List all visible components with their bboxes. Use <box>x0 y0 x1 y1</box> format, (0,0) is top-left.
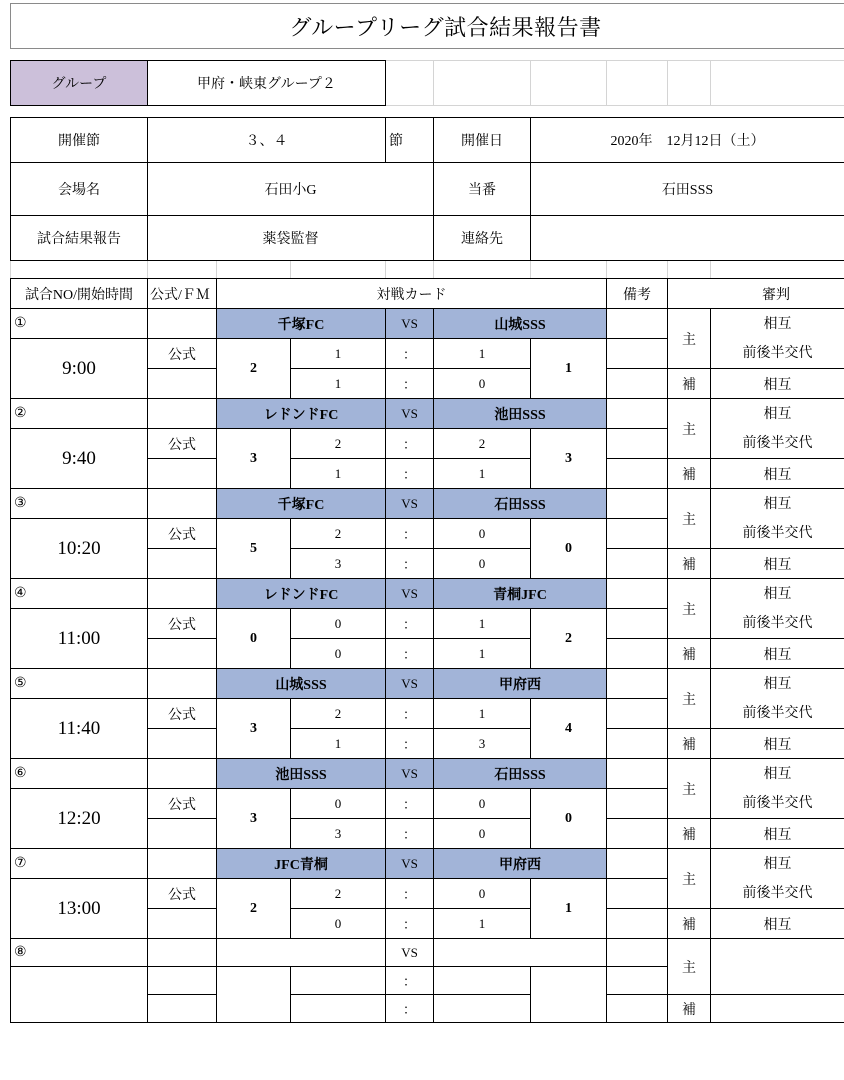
match-type-empty-cell <box>147 638 217 669</box>
group-label: グループ <box>10 60 148 106</box>
match-number: ① <box>10 308 148 339</box>
main-referee-note: 前後半交代 <box>742 885 813 901</box>
assistant-referee: 相互 <box>710 548 844 579</box>
score-separator: ： <box>385 994 434 1023</box>
home-second-half-score: 1 <box>290 368 386 399</box>
venue-value: 石田小G <box>147 162 434 216</box>
main-referee-label: 主 <box>667 848 711 909</box>
contact-label: 連絡先 <box>433 215 531 261</box>
remarks-cell <box>606 938 668 967</box>
match-type: 公式 <box>147 878 217 909</box>
score-separator: ： <box>385 548 434 579</box>
home-second-half-score: 3 <box>290 818 386 849</box>
home-team: レドンドFC <box>216 398 386 429</box>
match-start-time: 9:40 <box>10 428 148 489</box>
empty-gridline-cell <box>667 260 711 279</box>
header-remarks: 備考 <box>606 278 668 309</box>
away-first-half-score: 1 <box>433 698 531 729</box>
home-team <box>216 938 386 967</box>
score-separator: ： <box>385 878 434 909</box>
match-type-empty-cell <box>147 548 217 579</box>
match-number: ⑥ <box>10 758 148 789</box>
away-first-half-score: 2 <box>433 428 531 459</box>
score-separator: ： <box>385 608 434 639</box>
vs-label: VS <box>385 488 434 519</box>
home-team: 千塚FC <box>216 308 386 339</box>
main-referee-label: 主 <box>667 398 711 459</box>
main-referee-label: 主 <box>667 758 711 819</box>
assistant-referee: 相互 <box>710 368 844 399</box>
match-number: ② <box>10 398 148 429</box>
home-second-half-score: 1 <box>290 458 386 489</box>
main-referee-value: 相互 <box>763 676 792 692</box>
report-label: 試合結果報告 <box>10 215 148 261</box>
match-start-time: 10:20 <box>10 518 148 579</box>
home-second-half-score: 3 <box>290 548 386 579</box>
match-type-empty-cell <box>147 398 217 429</box>
empty-gridline-cell <box>385 60 434 106</box>
assistant-referee-label: 補 <box>667 728 711 759</box>
remarks-cell <box>606 728 668 759</box>
away-team: 山城SSS <box>433 308 607 339</box>
match-type-empty-cell <box>147 578 217 609</box>
away-second-half-score: 0 <box>433 818 531 849</box>
assistant-referee: 相互 <box>710 908 844 939</box>
date-value: 2020年 12月12日（土） <box>530 117 844 163</box>
home-team: 池田SSS <box>216 758 386 789</box>
empty-gridline-cell <box>216 260 291 279</box>
match-number: ③ <box>10 488 148 519</box>
match-start-time: 12:20 <box>10 788 148 849</box>
header-match-type: 公式/ＦＭ <box>147 278 217 309</box>
match-type-empty-cell <box>147 668 217 699</box>
match-type-empty-cell <box>147 728 217 759</box>
match-type-empty-cell <box>147 994 217 1023</box>
remarks-cell <box>606 758 668 789</box>
away-first-half-score: 1 <box>433 338 531 369</box>
away-first-half-score: 0 <box>433 878 531 909</box>
away-total-score <box>530 966 607 1023</box>
match-type-empty-cell <box>147 818 217 849</box>
assistant-referee-label: 補 <box>667 638 711 669</box>
away-total-score: 1 <box>530 878 607 939</box>
main-referee-label: 主 <box>667 488 711 549</box>
main-referee <box>710 488 844 549</box>
home-second-half-score <box>290 994 386 1023</box>
empty-gridline-cell <box>667 60 711 106</box>
match-type-empty-cell <box>147 458 217 489</box>
score-separator: ： <box>385 428 434 459</box>
header-referee: 審判 <box>667 278 844 309</box>
match-type: 公式 <box>147 428 217 459</box>
remarks-cell <box>606 338 668 369</box>
score-separator: ： <box>385 518 434 549</box>
match-type-empty-cell <box>147 758 217 789</box>
assistant-referee: 相互 <box>710 638 844 669</box>
match-type: 公式 <box>147 518 217 549</box>
score-separator: ： <box>385 818 434 849</box>
remarks-cell <box>606 548 668 579</box>
assistant-referee-label: 補 <box>667 908 711 939</box>
main-referee-note: 前後半交代 <box>742 345 813 361</box>
empty-gridline-cell <box>530 60 607 106</box>
away-second-half-score <box>433 994 531 1023</box>
match-type <box>147 966 217 995</box>
main-referee-note: 前後半交代 <box>742 795 813 811</box>
main-referee-note: 前後半交代 <box>742 705 813 721</box>
remarks-cell <box>606 818 668 849</box>
away-team: 石田SSS <box>433 758 607 789</box>
vs-label: VS <box>385 848 434 879</box>
score-separator: ： <box>385 638 434 669</box>
match-type-empty-cell <box>147 368 217 399</box>
away-second-half-score: 3 <box>433 728 531 759</box>
vs-label: VS <box>385 668 434 699</box>
empty-gridline-cell <box>385 260 434 279</box>
home-total-score <box>216 966 291 1023</box>
main-referee <box>710 758 844 819</box>
assistant-referee-label: 補 <box>667 548 711 579</box>
home-team: 山城SSS <box>216 668 386 699</box>
main-referee-label: 主 <box>667 578 711 639</box>
main-referee <box>710 848 844 909</box>
remarks-cell <box>606 908 668 939</box>
home-total-score: 3 <box>216 698 291 759</box>
match-start-time: 11:40 <box>10 698 148 759</box>
away-team: 石田SSS <box>433 488 607 519</box>
away-total-score: 2 <box>530 608 607 669</box>
away-second-half-score: 0 <box>433 368 531 399</box>
main-referee-note: 前後半交代 <box>742 615 813 631</box>
round-suffix: 節 <box>385 117 434 163</box>
away-second-half-score: 1 <box>433 638 531 669</box>
empty-gridline-cell <box>10 260 148 279</box>
away-first-half-score: 1 <box>433 608 531 639</box>
match-block <box>0 938 844 1022</box>
round-value: ３、４ <box>147 117 386 163</box>
home-second-half-score: 1 <box>290 728 386 759</box>
away-total-score: 0 <box>530 788 607 849</box>
main-referee-value: 相互 <box>763 856 792 872</box>
empty-gridline-cell <box>606 260 668 279</box>
home-team: レドンドFC <box>216 578 386 609</box>
match-type: 公式 <box>147 698 217 729</box>
match-start-time: 9:00 <box>10 338 148 399</box>
match-type-empty-cell <box>147 908 217 939</box>
header-match-no-time: 試合NO/開始時間 <box>10 278 148 309</box>
empty-gridline-cell <box>433 260 531 279</box>
main-referee-value: 相互 <box>763 316 792 332</box>
duty-label: 当番 <box>433 162 531 216</box>
main-referee-label: 主 <box>667 668 711 729</box>
empty-gridline-cell <box>290 260 386 279</box>
assistant-referee: 相互 <box>710 818 844 849</box>
empty-gridline-cell <box>710 60 844 106</box>
vs-label: VS <box>385 398 434 429</box>
home-first-half-score: 0 <box>290 608 386 639</box>
empty-gridline-cell <box>710 260 844 279</box>
remarks-cell <box>606 398 668 429</box>
home-total-score: 3 <box>216 428 291 489</box>
remarks-cell <box>606 966 668 995</box>
away-total-score: 0 <box>530 518 607 579</box>
assistant-referee: 相互 <box>710 728 844 759</box>
match-list <box>0 308 844 1022</box>
match-start-time <box>10 966 148 1023</box>
main-referee <box>710 398 844 459</box>
score-separator: ： <box>385 728 434 759</box>
score-separator: ： <box>385 338 434 369</box>
vs-label: VS <box>385 758 434 789</box>
venue-label: 会場名 <box>10 162 148 216</box>
main-referee-value: 相互 <box>763 766 792 782</box>
empty-gridline-cell <box>433 60 531 106</box>
away-team: 甲府西 <box>433 848 607 879</box>
away-total-score: 1 <box>530 338 607 399</box>
assistant-referee-label: 補 <box>667 458 711 489</box>
away-total-score: 3 <box>530 428 607 489</box>
match-block <box>0 668 844 758</box>
away-team: 青桐JFC <box>433 578 607 609</box>
home-first-half-score: 2 <box>290 518 386 549</box>
remarks-cell <box>606 458 668 489</box>
home-total-score: 0 <box>216 608 291 669</box>
match-number: ④ <box>10 578 148 609</box>
home-total-score: 3 <box>216 788 291 849</box>
home-total-score: 2 <box>216 338 291 399</box>
home-first-half-score: 2 <box>290 698 386 729</box>
remarks-cell <box>606 488 668 519</box>
match-number: ⑤ <box>10 668 148 699</box>
main-referee-value: 相互 <box>763 586 792 602</box>
away-second-half-score: 1 <box>433 908 531 939</box>
match-block <box>0 848 844 938</box>
main-referee-value: 相互 <box>763 406 792 422</box>
score-separator: ： <box>385 368 434 399</box>
main-referee <box>710 578 844 639</box>
home-team: JFC青桐 <box>216 848 386 879</box>
home-first-half-score: 0 <box>290 788 386 819</box>
home-first-half-score: 2 <box>290 878 386 909</box>
duty-value: 石田SSS <box>530 162 844 216</box>
home-second-half-score: 0 <box>290 638 386 669</box>
remarks-cell <box>606 848 668 879</box>
vs-label: VS <box>385 308 434 339</box>
match-number: ⑧ <box>10 938 148 967</box>
assistant-referee-label: 補 <box>667 994 711 1023</box>
empty-gridline-cell <box>530 260 607 279</box>
vs-label: VS <box>385 938 434 967</box>
remarks-cell <box>606 638 668 669</box>
remarks-cell <box>606 878 668 909</box>
assistant-referee-label: 補 <box>667 368 711 399</box>
round-label: 開催節 <box>10 117 148 163</box>
home-total-score: 5 <box>216 518 291 579</box>
match-start-time: 13:00 <box>10 878 148 939</box>
home-first-half-score <box>290 966 386 995</box>
empty-gridline-cell <box>147 260 217 279</box>
away-second-half-score: 0 <box>433 548 531 579</box>
assistant-referee: 相互 <box>710 458 844 489</box>
match-type: 公式 <box>147 338 217 369</box>
match-start-time: 11:00 <box>10 608 148 669</box>
score-separator: ： <box>385 788 434 819</box>
match-block <box>0 308 844 398</box>
main-referee-label: 主 <box>667 938 711 995</box>
assistant-referee <box>710 994 844 1023</box>
main-referee-note: 前後半交代 <box>742 525 813 541</box>
main-referee-label: 主 <box>667 308 711 369</box>
match-type-empty-cell <box>147 488 217 519</box>
match-block <box>0 488 844 578</box>
header-match-card: 対戦カード <box>216 278 607 309</box>
score-separator: ： <box>385 966 434 995</box>
score-separator: ： <box>385 908 434 939</box>
match-block <box>0 578 844 668</box>
main-referee <box>710 668 844 729</box>
remarks-cell <box>606 698 668 729</box>
away-total-score: 4 <box>530 698 607 759</box>
vs-label: VS <box>385 578 434 609</box>
match-number: ⑦ <box>10 848 148 879</box>
home-team: 千塚FC <box>216 488 386 519</box>
match-type-empty-cell <box>147 848 217 879</box>
date-label: 開催日 <box>433 117 531 163</box>
score-separator: ： <box>385 458 434 489</box>
match-block <box>0 398 844 488</box>
away-team <box>433 938 607 967</box>
remarks-cell <box>606 428 668 459</box>
away-team: 池田SSS <box>433 398 607 429</box>
contact-value <box>530 215 844 261</box>
remarks-cell <box>606 994 668 1023</box>
remarks-cell <box>606 308 668 339</box>
match-type: 公式 <box>147 608 217 639</box>
main-referee-note: 前後半交代 <box>742 435 813 451</box>
match-type-empty-cell <box>147 938 217 967</box>
empty-gridline-cell <box>606 60 668 106</box>
main-referee <box>710 308 844 369</box>
remarks-cell <box>606 368 668 399</box>
away-second-half-score: 1 <box>433 458 531 489</box>
assistant-referee-label: 補 <box>667 818 711 849</box>
main-referee <box>710 938 844 995</box>
remarks-cell <box>606 668 668 699</box>
away-first-half-score: 0 <box>433 518 531 549</box>
away-team: 甲府西 <box>433 668 607 699</box>
reporter-value: 薬袋監督 <box>147 215 434 261</box>
report-title: グループリーグ試合結果報告書 <box>10 3 844 49</box>
remarks-cell <box>606 608 668 639</box>
home-first-half-score: 2 <box>290 428 386 459</box>
remarks-cell <box>606 518 668 549</box>
home-second-half-score: 0 <box>290 908 386 939</box>
away-first-half-score: 0 <box>433 788 531 819</box>
score-separator: ： <box>385 698 434 729</box>
match-type-empty-cell <box>147 308 217 339</box>
away-first-half-score <box>433 966 531 995</box>
remarks-cell <box>606 788 668 819</box>
match-type: 公式 <box>147 788 217 819</box>
main-referee-value: 相互 <box>763 496 792 512</box>
group-name: 甲府・峡東グループ２ <box>147 60 386 106</box>
home-total-score: 2 <box>216 878 291 939</box>
remarks-cell <box>606 578 668 609</box>
home-first-half-score: 1 <box>290 338 386 369</box>
match-block <box>0 758 844 848</box>
